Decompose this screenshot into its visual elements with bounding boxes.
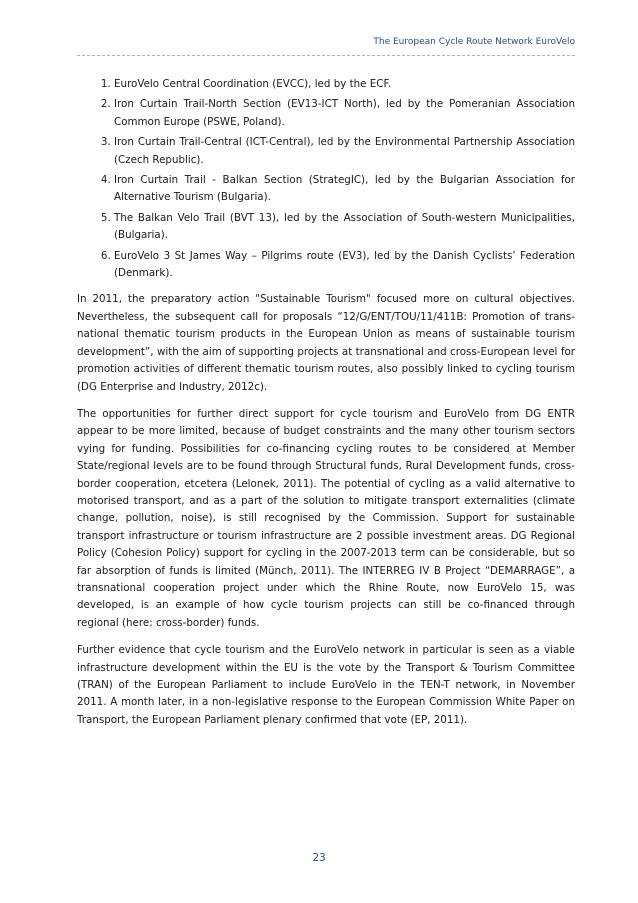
page-body — [77, 76, 575, 739]
paragraph-ten-t-vote: Further evidence that cycle tourism and the EuroVelo network in particular is seen as a viable infrastructure development within the EU is the vote by the Transport & Tourism Committee (TRAN) of the European Parliament to include EuroVelo in the TEN-T network, in November 2011. A month later, in a non-legislative response to the European Commission White Paper on Transport, the European Parliament plenary confirmed that vote (EP, 2011). — [77, 644, 575, 726]
list-item: 1. EuroVelo Central Coordination (EVCC), led by the ECF. — [114, 76, 575, 93]
page-number: 23 — [312, 852, 326, 864]
paragraph-sustainable-tourism: In 2011, the preparatory action "Sustainable Tourism" focused more on cultural objectives. Nevertheless, the subsequent call for proposals “12/G/ENT/TOU/11/411B: Promotion of trans-national thematic tourism products in the European Union as means of sustainable tourism development”, with the aim of supporting projects at transnational and cross-European level for promotion activities of different thematic tourism routes, also possibly linked to cycling tourism (DG Enterprise and Industry, 2012c). — [77, 293, 575, 393]
header-divider — [77, 55, 575, 56]
list-item: 5. The Balkan Velo Trail (BVT 13), led by the Association of South-western Municipalities, (Bulgaria). — [114, 210, 575, 245]
list-item: 6. EuroVelo 3 St James Way – Pilgrims route (EV3), led by the Danish Cyclists’ Federation (Denmark). — [114, 248, 575, 283]
project-list — [77, 76, 575, 282]
running-header: The European Cycle Route Network EuroVelo — [373, 37, 575, 47]
list-item: 3. Iron Curtain Trail-Central (ICT-Central), led by the Environmental Partnership Association (Czech Republic). — [114, 134, 575, 169]
paragraph-dg-entr-support: The opportunities for further direct support for cycle tourism and EuroVelo from DG ENTR appear to be more limited, because of budget constraints and the many other tourism sectors vying for funding. Possibilities for co-financing cycling routes to be considered at Member State/regional levels are to be found through Structural funds, Rural Development funds, cross-border cooperation, etcetera (Lelonek, 2011). The potential of cycling as a valid alternative to motorised transport, and as a part of the solution to mitigate transport externalities (climate change, pollution, noise), is still recognised by the Commission. Support for sustainable transport infrastructure or tourism infrastructure are 2 possible investment areas. DG Regional Policy (Cohesion Policy) support for cycling in the 2007-2013 term can be considerable, but so far absorption of funds is limited (Münch, 2011). The INTERREG IV B Project “DEMARRAGE”, a transnational cooperation project under which the Rhine Route, now EuroVelo 15, was developed, is an example of how cycle tourism projects can still be co-financed through regional (here: cross-border) funds. — [77, 407, 575, 629]
list-item: 2. Iron Curtain Trail-North Section (EV13-ICT North), led by the Pomeranian Association Common Europe (PSWE, Poland). — [114, 96, 575, 131]
list-item: 4. Iron Curtain Trail - Balkan Section (StrategIC), led by the Bulgarian Association for Alternative Tourism (Bulgaria). — [114, 172, 575, 207]
